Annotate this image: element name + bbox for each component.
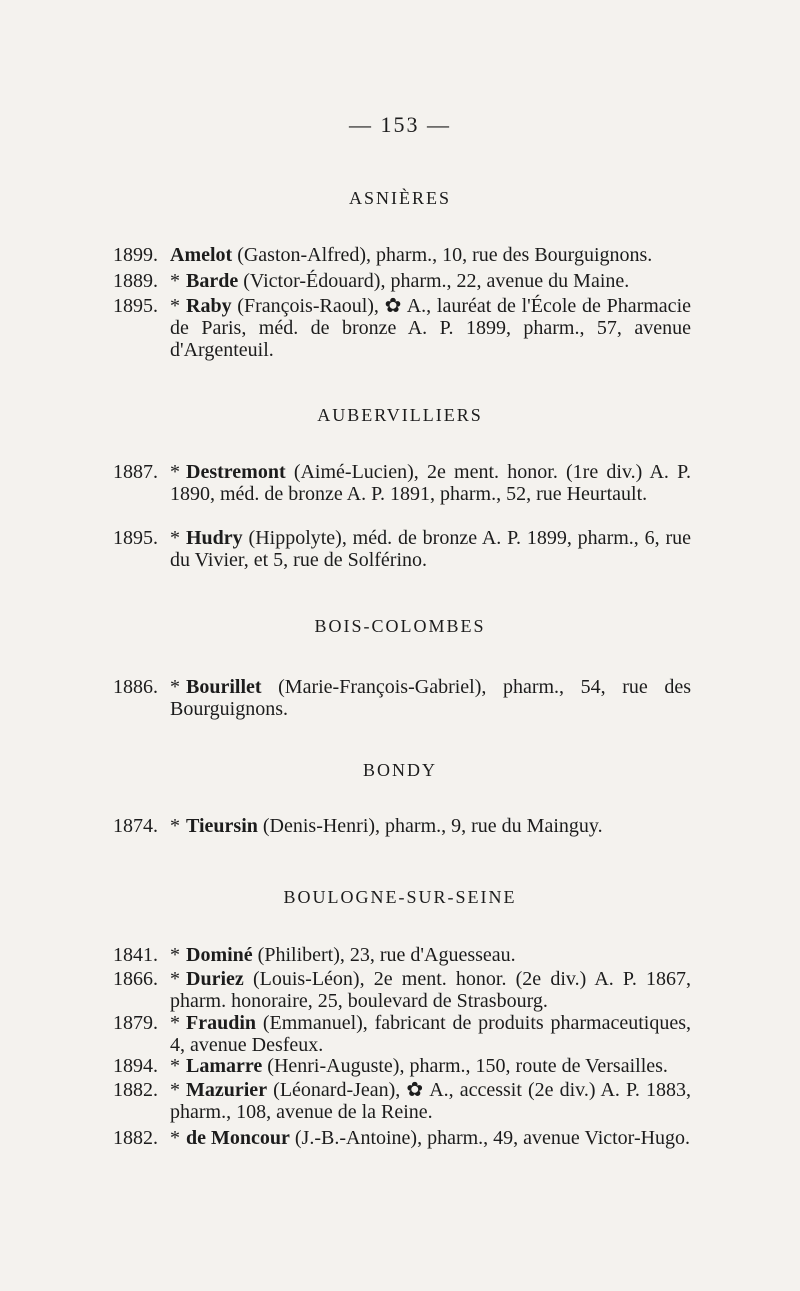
entry-duriez — [113, 968, 691, 1012]
entry-body — [170, 1127, 691, 1149]
entry-text: (J.-B.-Antoine), pharm., 49, avenue Victor-Hugo. — [294, 1127, 691, 1149]
entry-year: 1889. — [113, 270, 158, 292]
entry-star: * — [170, 815, 180, 837]
entry-name: Tieursin — [186, 815, 258, 837]
entry-lamarre — [113, 1055, 691, 1077]
entry-text: (Louis-Léon), 2e ment. honor. (2e div.) A. P. 1867, pharm. honoraire, 25, boulevard de Strasbourg. — [170, 968, 691, 1012]
entry-name: Dominé — [186, 944, 253, 966]
entry-tieursin — [113, 815, 691, 837]
entry-name: Fraudin — [186, 1012, 257, 1034]
entry-star: * — [170, 1127, 180, 1149]
entry-name: Hudry — [186, 527, 243, 549]
entry-bourillet — [113, 676, 691, 720]
entry-destremont — [113, 461, 691, 505]
entry-year: 1894. — [113, 1055, 158, 1077]
entry-name: Destremont — [186, 461, 286, 483]
entry-year: 1882. — [113, 1079, 158, 1101]
entry-text: (Léonard-Jean), ✿ A., accessit (2e div.) A. P. 1883, pharm., 108, avenue de la Reine. — [170, 1079, 691, 1123]
entry-domine — [113, 944, 691, 966]
entry-name: Lamarre — [186, 1055, 263, 1077]
section-title-bondy: BONDY — [362, 760, 437, 780]
entry-body — [170, 461, 691, 505]
entry-star: * — [170, 295, 180, 317]
entry-body — [170, 676, 691, 720]
entry-body — [170, 244, 691, 266]
entry-year: 1866. — [113, 968, 158, 990]
entry-year: 1895. — [113, 527, 158, 549]
entry-name: Duriez — [186, 968, 244, 990]
entry-year: 1874. — [113, 815, 158, 837]
entry-name: Bourillet — [186, 676, 262, 698]
entry-de-moncour — [113, 1127, 691, 1149]
page-number: — 153 — — [349, 112, 451, 137]
entry-body — [170, 1055, 691, 1077]
section-title-bois-colombes: BOIS-COLOMBES — [314, 616, 486, 636]
entry-name: Barde — [186, 270, 239, 292]
entry-name: Raby — [186, 295, 232, 317]
section-title-asnieres: ASNIÈRES — [348, 188, 451, 208]
entry-amelot — [113, 244, 691, 266]
entry-star: * — [170, 270, 180, 292]
entry-name: Amelot — [170, 244, 233, 266]
entry-year: 1887. — [113, 461, 158, 483]
entry-body — [170, 944, 691, 966]
entry-body — [170, 270, 691, 292]
entry-text: (Victor-Édouard), pharm., 22, avenue du Maine. — [243, 270, 630, 292]
entry-text: (Denis-Henri), pharm., 9, rue du Mainguy. — [262, 815, 603, 837]
entry-year: 1899. — [113, 244, 158, 266]
entry-year: 1879. — [113, 1012, 158, 1034]
entry-text: (Philibert), 23, rue d'Aguesseau. — [257, 944, 516, 966]
entry-star: * — [170, 1079, 180, 1101]
entry-raby — [113, 295, 691, 361]
section-title-boulogne-sur-seine: BOULOGNE-SUR-SEINE — [283, 887, 517, 907]
entry-star: * — [170, 527, 180, 549]
entry-text: (Emmanuel), fabricant de produits pharmaceutiques, 4, avenue Desfeux. — [170, 1012, 692, 1056]
entry-text: (François-Raoul), ✿ A., lauréat de l'École de Pharmacie de Paris, méd. de bronze A. P. 1899, pharm., 57, avenue d'Argenteuil. — [170, 295, 691, 361]
entry-year: 1895. — [113, 295, 158, 317]
entry-star: * — [170, 968, 180, 990]
entry-hudry — [113, 527, 691, 571]
entry-name: Mazurier — [186, 1079, 268, 1101]
entry-body — [170, 295, 691, 361]
entry-body — [170, 815, 691, 837]
entry-name: de Moncour — [186, 1127, 290, 1149]
entry-year: 1882. — [113, 1127, 158, 1149]
entry-star: * — [170, 1055, 180, 1077]
entry-text: (Marie-François-Gabriel), pharm., 54, rue des Bourguignons. — [170, 676, 691, 720]
entry-star: * — [170, 461, 180, 483]
entry-text: (Henri-Auguste), pharm., 150, route de Versailles. — [267, 1055, 668, 1077]
entry-year: 1841. — [113, 944, 158, 966]
entry-star: * — [170, 1012, 180, 1034]
entry-body — [170, 1012, 691, 1056]
entry-mazurier — [113, 1079, 691, 1123]
entry-star: * — [170, 676, 180, 698]
entry-text: (Gaston-Alfred), pharm., 10, rue des Bourguignons. — [237, 244, 653, 266]
entry-body — [170, 968, 691, 1012]
entry-fraudin — [113, 1012, 691, 1056]
entry-star: * — [170, 944, 180, 966]
entry-text: (Hippolyte), méd. de bronze A. P. 1899, pharm., 6, rue du Vivier, et 5, rue de Solférino. — [170, 527, 691, 571]
entry-body — [170, 527, 691, 571]
entry-body — [170, 1079, 691, 1123]
entry-year: 1886. — [113, 676, 158, 698]
entry-barde — [113, 270, 691, 292]
entry-text: (Aimé-Lucien), 2e ment. honor. (1re div.) A. P. 1890, méd. de bronze A. P. 1891, pharm., 52, rue Heurtault. — [170, 461, 692, 505]
section-title-aubervilliers: AUBERVILLIERS — [317, 405, 483, 425]
